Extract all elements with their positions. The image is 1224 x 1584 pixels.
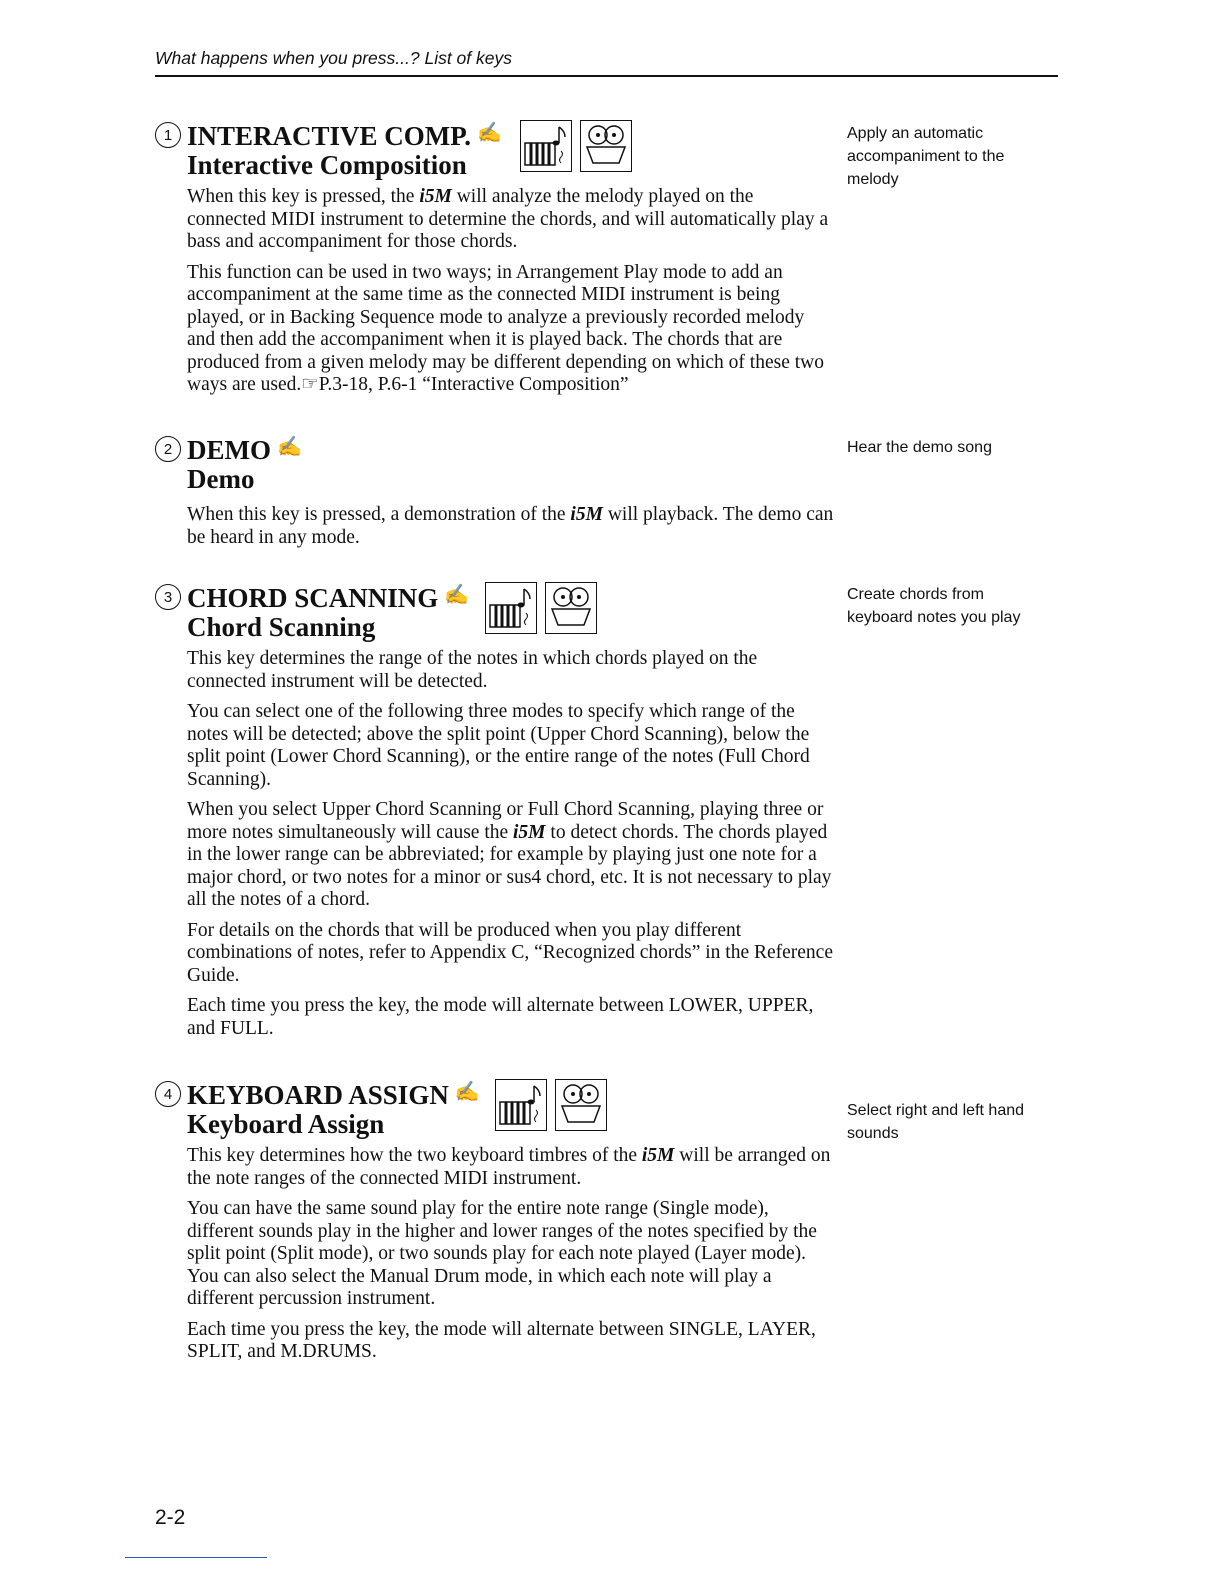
pressing-finger-icon: ✍ bbox=[477, 122, 502, 144]
side-note: Select right and left hand sounds bbox=[847, 1102, 1025, 1142]
section-subtitle: Chord Scanning bbox=[187, 612, 376, 642]
pressing-finger-icon: ✍ bbox=[454, 1081, 480, 1103]
section-body bbox=[187, 504, 835, 549]
side-note: Create chords from keyboard notes you play bbox=[847, 586, 1021, 626]
mode-icons bbox=[520, 120, 632, 172]
section-title-row bbox=[155, 578, 835, 648]
section-subtitle: Interactive Composition bbox=[187, 150, 467, 180]
footer-line bbox=[125, 1557, 267, 1558]
keyboard-note-icon bbox=[495, 1079, 547, 1131]
section-title-row bbox=[155, 430, 835, 500]
section-number: 4 bbox=[155, 1081, 181, 1107]
side-note: Hear the demo song bbox=[847, 439, 992, 456]
section-interactive-comp bbox=[155, 116, 835, 405]
paragraph: This function can be used in two ways; in Arrangement Play mode to add an accompaniment at the same time as the connected MIDI instrument is being played, or in Backing Sequence mode to analyze a previously recorded melody and then add the accompaniment when it is played back. The chords that are produced from a given melody may be different depending on which of these two ways are used.☞P.3-18, P.6-1 “Interactive Composition” bbox=[187, 261, 824, 395]
section-number: 2 bbox=[155, 436, 181, 462]
paragraph: For details on the chords that will be produced when you play different combinations of notes, refer to Appendix C, “Recognized chords” in the Reference Guide. bbox=[187, 919, 833, 986]
section-keyboard-assign bbox=[155, 1075, 835, 1372]
paragraph: This key determines the range of the notes in which chords played on the connected instrument will be detected. bbox=[187, 648, 758, 692]
tape-reel-icon bbox=[545, 582, 597, 634]
pressing-finger-icon: ✍ bbox=[444, 584, 470, 606]
paragraph: You can select one of the following three modes to specify which range of the notes will be detected; above the split point (Upper Chord Scanning), below the split point (Lower Chord Scanning), or the entire range of the notes (Full Chord Scanning). bbox=[187, 701, 810, 790]
tape-reel-icon bbox=[580, 120, 632, 172]
paragraph: This key determines how the two keyboard timbres of the i5M will be arranged on the note ranges of the connected MIDI instrument. bbox=[187, 1145, 831, 1189]
keyboard-note-icon bbox=[485, 582, 537, 634]
section-subtitle: Demo bbox=[187, 464, 255, 494]
section-chord-scanning bbox=[155, 578, 835, 1048]
paragraph: You can have the same sound play for the entire note range (Single mode), different sounds play in the higher and lower ranges of the notes specified by the split point (Split mode), or two sounds play for each note played (Layer mode). You can also select the Manual Drum mode, in which each note will play a different percussion instrument. bbox=[187, 1198, 817, 1309]
paragraph: When you select Upper Chord Scanning or Full Chord Scanning, playing three or more notes simultaneously will cause the i5M to detect chords. The chords played in the lower range can be abbreviated; for example by playing just one note for a major chord, or two notes for a minor or sus4 chord, etc. It is not necessary to play all the notes of a chord. bbox=[187, 799, 832, 910]
tape-reel-icon bbox=[555, 1079, 607, 1131]
section-subtitle: Keyboard Assign bbox=[187, 1109, 385, 1139]
section-body bbox=[187, 1145, 835, 1364]
header-rule bbox=[155, 75, 1058, 77]
running-header: What happens when you press...? List of keys bbox=[155, 48, 512, 68]
mode-icons bbox=[495, 1079, 607, 1131]
section-title-text: DEMO bbox=[187, 435, 271, 465]
paragraph: Each time you press the key, the mode will alternate between LOWER, UPPER, and FULL. bbox=[187, 995, 814, 1039]
section-demo bbox=[155, 430, 835, 557]
pressing-finger-icon: ✍ bbox=[277, 436, 302, 458]
section-title-text: KEYBOARD ASSIGN bbox=[187, 1080, 449, 1110]
section-title-text: INTERACTIVE COMP. bbox=[187, 121, 472, 151]
paragraph: When this key is pressed, the i5M will analyze the melody played on the connected MIDI instrument to determine the chords, and will automatically play a bass and accompaniment for those chords. bbox=[187, 186, 829, 252]
section-number: 1 bbox=[155, 122, 181, 148]
section-body bbox=[187, 648, 835, 1040]
page-number: 2-2 bbox=[155, 1506, 186, 1529]
section-number: 3 bbox=[155, 584, 181, 610]
side-note: Apply an automatic accompaniment to the melody bbox=[847, 125, 1005, 188]
keyboard-note-icon bbox=[520, 120, 572, 172]
mode-icons bbox=[485, 582, 597, 634]
section-body bbox=[187, 186, 835, 397]
section-title-text: CHORD SCANNING bbox=[187, 583, 439, 613]
paragraph: Each time you press the key, the mode will alternate between SINGLE, LAYER, SPLIT, and M.DRUMS. bbox=[187, 1318, 816, 1362]
section-title-row bbox=[155, 116, 835, 186]
paragraph: When this key is pressed, a demonstration of the i5M will playback. The demo can be heard in any mode. bbox=[187, 504, 834, 548]
section-title-row bbox=[155, 1075, 835, 1145]
